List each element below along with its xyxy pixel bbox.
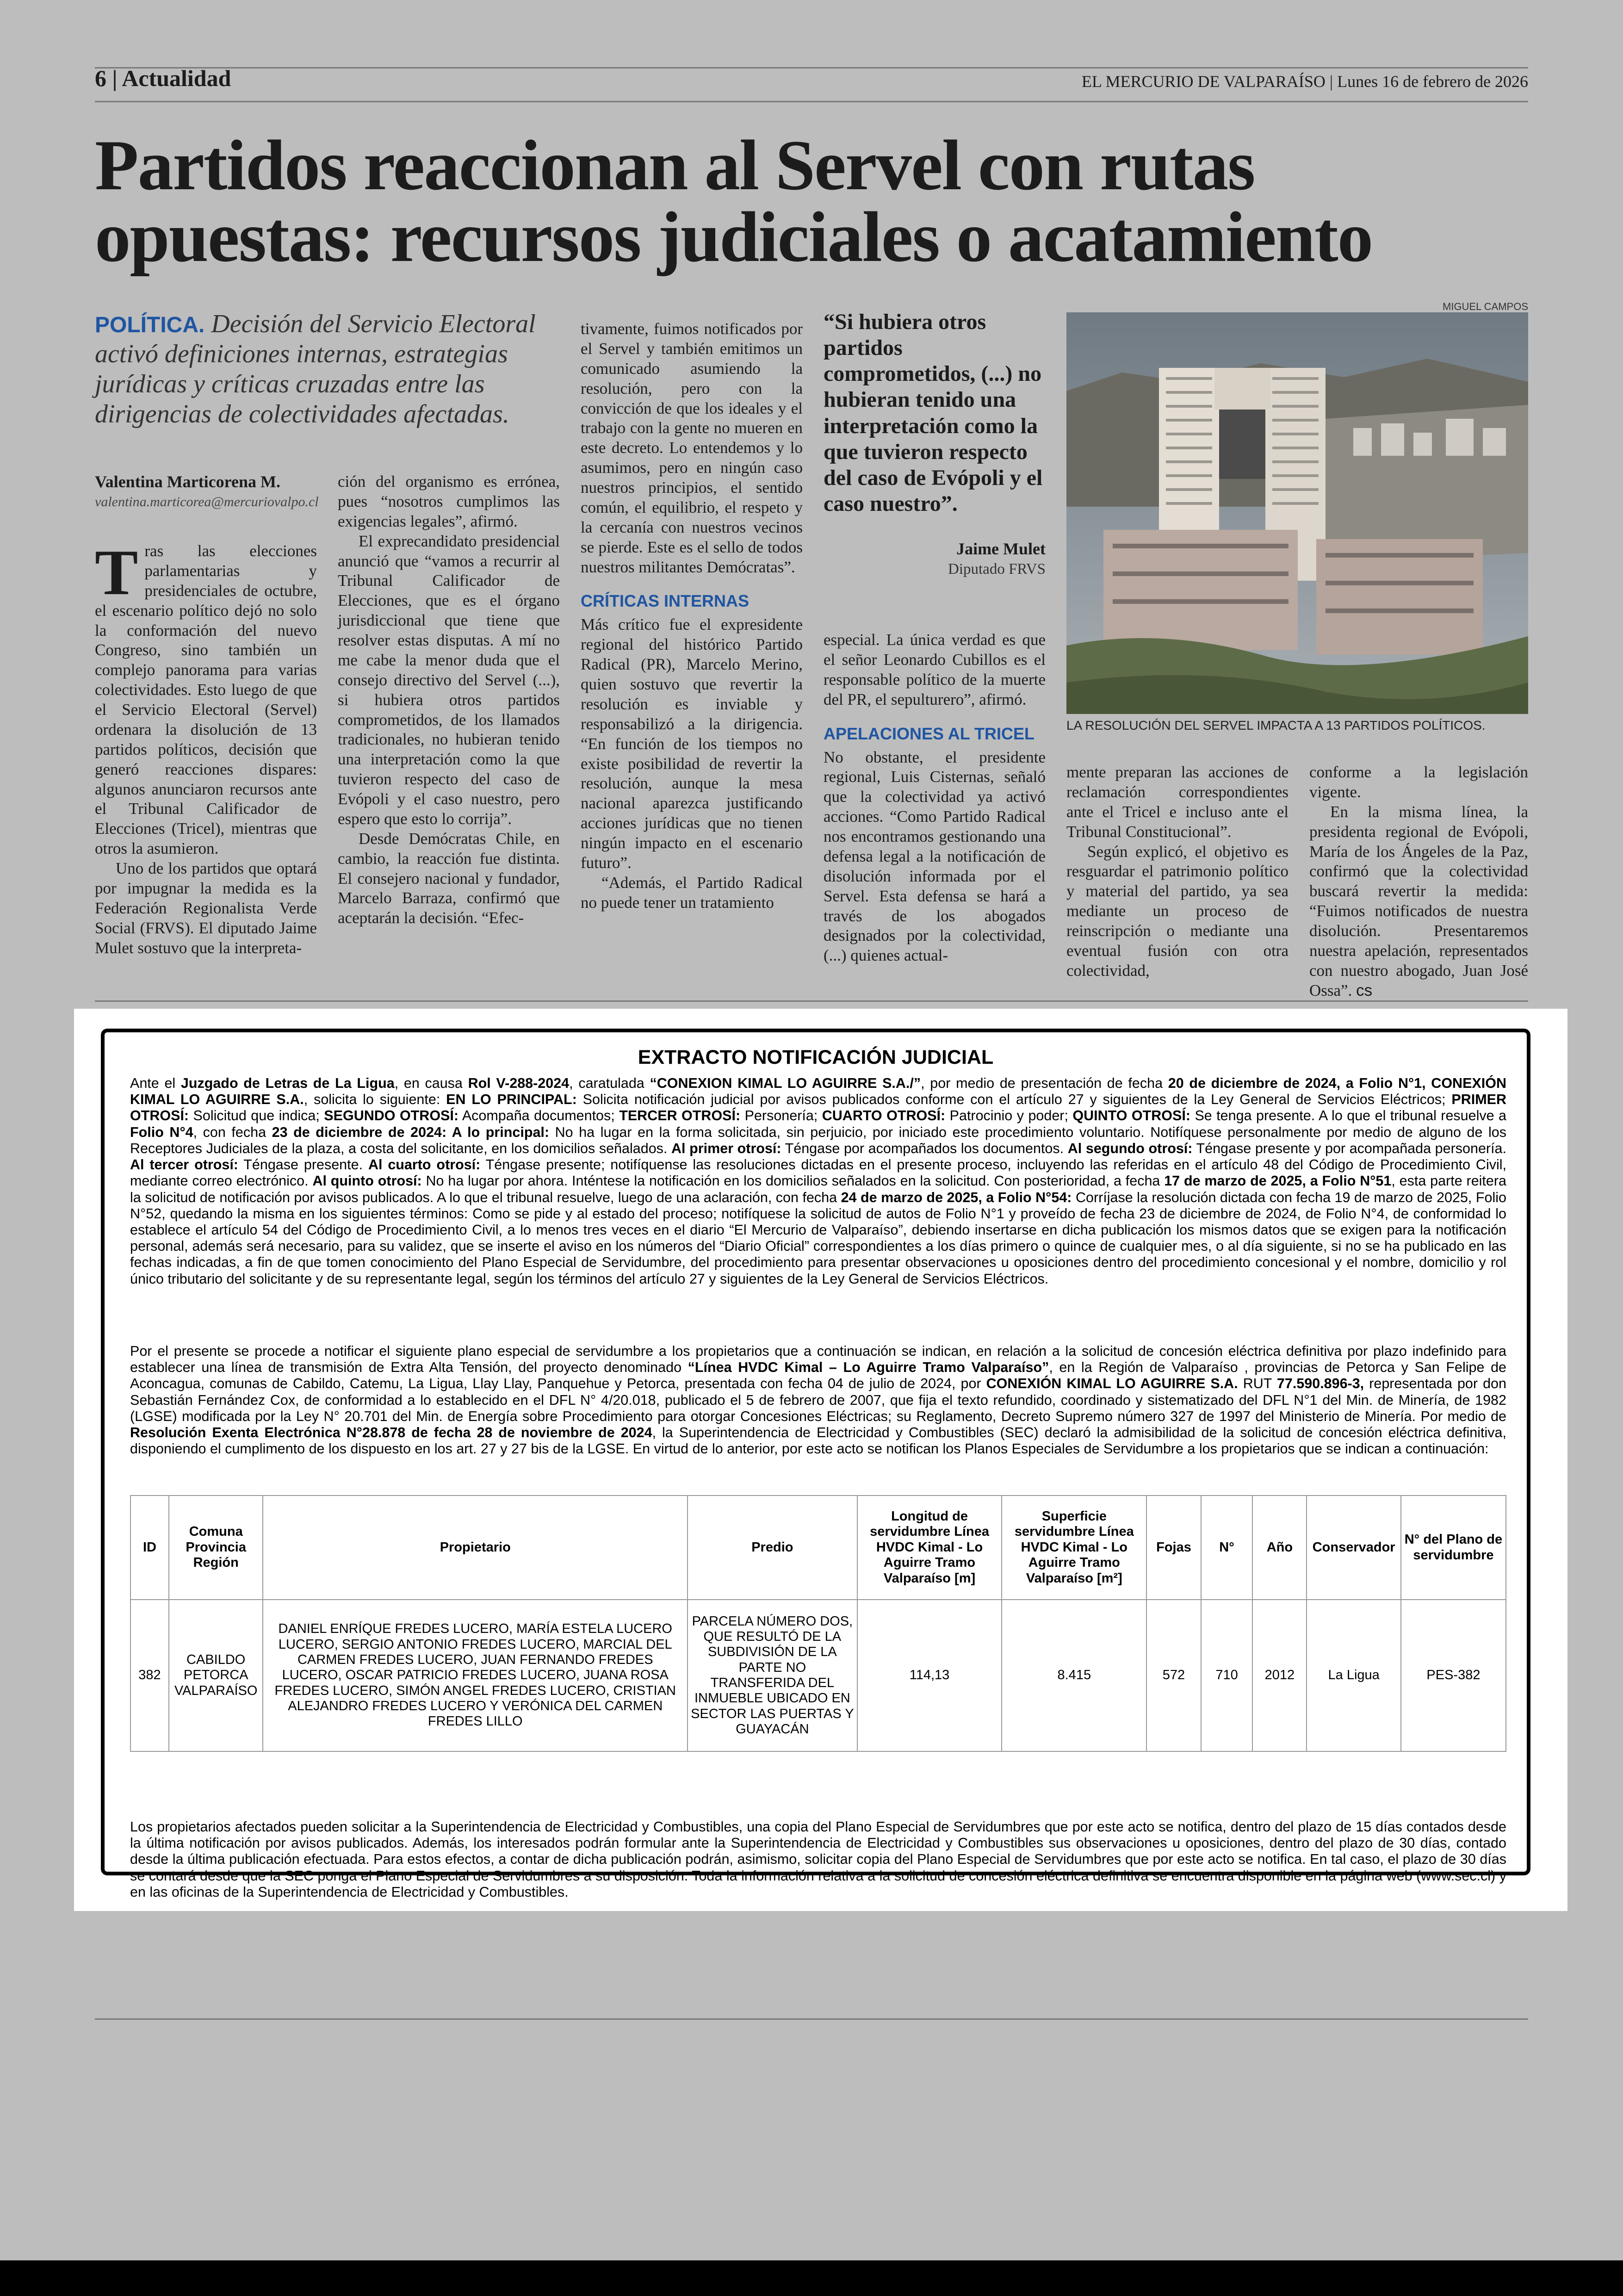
t: Acompaña documentos; <box>458 1108 619 1124</box>
cell-plano: PES-382 <box>1401 1600 1506 1751</box>
notice-paragraph-1 <box>130 1075 1506 1287</box>
page-section-header <box>95 65 231 92</box>
col-id: ID <box>130 1496 169 1600</box>
pull-quote: “Si hubiera otros partidos comprometidos, (...) no hubieran tenido una interpretación como la que tuvieron respecto del caso de Evópoli y el caso nuestro”. <box>824 310 1043 516</box>
t: Corríjase la resolución dictada con fecha 19 de marzo de 2025, Folio N°52, quedando la misma en los siguientes términos: Como se pide y al estado del proceso; notifíquese la solicitud de autos de Folio N°1 y proveído de fecha 23 de diciembre de 2024, de Folio N°4, de conformidad lo establece el artículo 54 del Código de Procedimiento Civil, a lo menos tres veces en el diario “El Mercurio de Valparaíso”, debiendo insertarse en dicha publicación los mismos datos que se exigen para la notificación personal, además será necesario, para su validez, que se inserte el aviso en los números del “Diario Oficial” correspondientes a los días primero o quince de cualquier mes, o al día siguiente, si no se ha publicado en las fechas indicadas, a fin de que tomen conocimiento del Plano Especial de Servidumbre, del procedimiento para presentar observaciones u oposiciones dentro del procedimiento concesional y el nombre, domicilio y rol único tributario del solicitante y de su representante legal, según los términos del artículo 27 y siguientes de la Ley General de Servicios Eléctricos. <box>130 1189 1506 1287</box>
servidumbre-table <box>130 1495 1506 1752</box>
article-bottom-rule <box>95 1000 1528 1002</box>
article-paragraph: No obstante, el presidente regional, Luis Cisternas, señaló que la colectividad ya activó acciones. “Como Partido Radical nos encontramos gestionando una defensa legal a la notificación de disolución informada por el Servel. Esta defensa se hará a través de los abogados designados por la colectividad, (...) quienes actual- <box>824 748 1046 965</box>
article-column-4 <box>824 630 1046 966</box>
cell-conservador: La Ligua <box>1307 1600 1400 1751</box>
lead-deck <box>95 309 553 429</box>
t: Al primer otrosí: <box>671 1140 781 1156</box>
t: “Línea HVDC Kimal – Lo Aguirre Tramo Valparaíso” <box>688 1359 1049 1376</box>
t: , caratulada <box>569 1075 650 1091</box>
paper-date-header <box>1082 72 1528 91</box>
notice-title: EXTRACTO NOTIFICACIÓN JUDICIAL <box>638 1046 994 1068</box>
header-separator: | <box>112 65 122 91</box>
cell-superficie: 8.415 <box>1002 1600 1146 1751</box>
t: Ante el <box>130 1075 181 1091</box>
congress-building-photo <box>1066 312 1528 714</box>
t: No ha lugar en la forma solicitada, sin perjuicio, por iniciado este procedimiento voluntario. Notifíquese personalmente por medio de alguno de los Receptores Judiciales de la plaza, a costa del solicitante, en los domicilios señalados. <box>130 1124 1506 1156</box>
article-paragraph: conforme a la legislación vigente. <box>1309 763 1528 801</box>
section-heading-criticas: CRÍTICAS INTERNAS <box>581 591 750 611</box>
pull-quote-role: Diputado FRVS <box>948 561 1046 577</box>
t: EN LO PRINCIPAL: <box>446 1092 577 1108</box>
lead-text: Decisión del Servicio Electoral activó definiciones internas, estrategias jurídicas y críticas cruzadas entre las dirigencias de colectividades afectadas. <box>95 310 536 428</box>
article-paragraph: especial. La única verdad es que el señor Leonardo Cubillos es el responsable político de la muerte del PR, el sepulturero”, afirmó. <box>824 631 1046 708</box>
cell-numero: 710 <box>1201 1600 1253 1751</box>
judicial-notice-box <box>101 1029 1530 1900</box>
col-plano: N° del Plano de servidumbre <box>1401 1496 1506 1600</box>
t: Por el presente se procede a notificar el siguiente plano especial de servidumbre a los propietarios que a continuación se indican, en relación a la solicitud de concesión eléctrica definitiva por plazo indefinido para establecer una línea de transmisión de Extra Alta Tensión, del proyecto denominado <box>130 1343 1506 1376</box>
col-conservador: Conservador <box>1307 1496 1400 1600</box>
t: QUINTO OTROSÍ: <box>1072 1108 1190 1124</box>
t: Personería; <box>740 1108 822 1124</box>
t: , en causa <box>394 1075 468 1091</box>
t: Téngase por acompañados los documentos. <box>781 1140 1068 1156</box>
article-column-1 <box>95 537 317 958</box>
page-number: 6 <box>95 65 106 91</box>
article-paragraph: tivamente, fuimos notificados por el Servel y también emitimos un comunicado asumiendo la resolución, pero con la convicción de que los ideales y el trabajo con la gente no mueren en este decreto. Lo entendemos y lo asumimos, pero en ningún caso nuestros principios, el sentido común, el equilibrio, el respeto y la cercanía con nuestros vecinos se pierde. Este es el sello de todos nuestros militantes Demócratas”. <box>581 320 803 576</box>
paper-name: EL MERCURIO DE VALPARAÍSO <box>1081 72 1326 91</box>
col-longitud: Longitud de servidumbre Línea HVDC Kimal - Lo Aguirre Tramo Valparaíso [m] <box>857 1496 1002 1600</box>
t: Juzgado de Letras de La Ligua <box>180 1075 395 1091</box>
t: , la Superintendencia de Electricidad y Combustibles (SEC) declaró la admisibilidad de la solicitud de concesión eléctrica definitiva, disponiendo el cumplimento de los dispuesto en los art. 27 y 27 bis de la LGSE. En virtud de lo anterior, por este acto se notifican los Planos Especiales de Servidumbre a los propietarios que se indican a continuación: <box>130 1425 1506 1457</box>
cell-longitud: 114,13 <box>857 1600 1002 1751</box>
col-superficie: Superficie servidumbre Línea HVDC Kimal - Lo Aguirre Tramo Valparaíso [m²] <box>1002 1496 1146 1600</box>
article-paragraph: Según explicó, el objetivo es resguardar el patrimonio político y material del partido, ya sea mediante un proceso de reinscripción o mediante una eventual fusión con otra colectividad, <box>1066 842 1288 980</box>
t: 77.590.896-3, <box>1276 1376 1364 1392</box>
t: Téngase presente. <box>238 1157 368 1173</box>
t: , solicita lo siguiente: <box>304 1092 446 1108</box>
notice-footer: Los propietarios afectados pueden solicitar a la Superintendencia de Electricidad y Combustibles, una copia del Plano Especial de Servidumbres que por este acto se notifica, dentro del plazo de 15 días contados desde la última notificación por avisos publicados. Además, los interesados podrán formular ante la Superintendencia de Electricidad y Combustibles sus observaciones u oposiciones, dentro del plazo de 30 días, contado desde la última publicación efectuada. Para estos efectos, a contar de dicha publicación podrán, asimismo, solicitar copia del Plano Especial de Servidumbres que por este acto se notifica. En tal caso, el plazo de 30 días se contará desde que la SEC ponga el Plano Especial de Servidumbres a su disposición. Toda la información relativa a la solicitud de concesión eléctrica definitiva se encuentra disponible en la página web (www.sec.cl) y en las oficinas de la Superintendencia de Electricidad y Combustibles. <box>130 1819 1506 1900</box>
section-heading-apelaciones: APELACIONES AL TRICEL <box>824 724 1035 743</box>
byline-author: Valentina Marticorena M. <box>95 472 280 491</box>
article-paragraph: Más crítico fue el expresidente regional del histórico Partido Radical (PR), Marcelo Merino, quien sostuvo que revertir la resolución es inviable y responsabilizó a la dirigencia. “En función de los tiempos no existe posibilidad de revertir la resolución, aunque la mesa nacional aparezca justificando acciones jurídicas que no tienen ningún impacto en el escenario futuro”. <box>581 615 803 872</box>
t: SEGUNDO OTROSÍ: <box>324 1108 459 1124</box>
article-paragraph: Desde Demócratas Chile, en cambio, la reacción fue distinta. El consejero nacional y fundador, Marcelo Barraza, confirmó que aceptarán la decisión. “Efec- <box>338 829 560 927</box>
drop-cap: T <box>95 537 138 608</box>
article-paragraph: ción del organismo es errónea, pues “nosotros cumplimos las exigencias legales”, afirmó. <box>338 472 560 530</box>
col-comuna: Comuna Provincia Región <box>169 1496 263 1600</box>
top-rule <box>95 67 1528 68</box>
lead-tag: POLÍTICA. <box>95 313 205 337</box>
t: , con fecha <box>193 1124 272 1140</box>
t: Folio N°4 <box>130 1124 193 1140</box>
t: “CONEXION KIMAL LO AGUIRRE S.A./” <box>650 1075 921 1091</box>
col-predio: Predio <box>688 1496 857 1600</box>
cell-id: 382 <box>130 1600 169 1751</box>
article-column-2 <box>338 472 560 928</box>
t: Rol V-288-2024 <box>468 1075 570 1091</box>
t: Al quinto otrosí: <box>312 1173 422 1189</box>
end-mark-icon: cs <box>1356 981 1373 999</box>
t: 23 de diciembre de 2024: A lo principal: <box>272 1124 550 1140</box>
headline: Partidos reaccionan al Servel con rutas opuestas: recursos judiciales o acatamiento <box>95 125 1373 277</box>
t: , en la Región de Valparaíso , provincias de Petorca y San Felipe de Aconcagua, comunas de Cabildo, Catemu, La Ligua, Llay Llay, Panquehue y Petorca, presentada con fecha 04 de julio de 2024, por <box>130 1359 1506 1392</box>
t: No ha lugar por ahora. Inténtese la notificación en los domicilios señalados en la solicitud. Con posterioridad, a fecha <box>421 1173 1165 1189</box>
t: , esta parte reitera la solicitud de notificación por avisos publicados. A lo que el tribunal resuelve, luego de una aclaración, con fecha <box>130 1173 1506 1205</box>
article-paragraph <box>95 537 317 859</box>
t: CONEXIÓN KIMAL LO AGUIRRE S.A. <box>986 1376 1238 1392</box>
byline-email: valentina.marticorea@mercuriovalpo.cl <box>95 494 319 509</box>
article-paragraph: mente preparan las acciones de reclamación correspondientes ante el Tricel e incluso ante el Tribunal Constitucional”. <box>1066 763 1288 841</box>
t: Téngase presente; notifíquense las resoluciones dictadas en el presente proceso, incluyendo las referidas en el artículo 48 del Código de Procedimiento Civil, mediante correo electrónico. <box>130 1157 1506 1189</box>
article-column-6 <box>1309 763 1528 1001</box>
article-column-5 <box>1066 763 1288 981</box>
section-name: Actualidad <box>122 65 231 91</box>
t: Al tercer otrosí: <box>130 1157 238 1173</box>
paragraph-text: ras las elecciones parlamentarias y presidenciales de octubre, el escenario político dejó no solo la conformación del nuevo Congreso, sino también un complejo panorama para varias colectividades. Esto luego de que el Servicio Electoral (Servel) ordenara la disolución de 13 partidos políticos, decisión que generó reacciones dispares: algunos anunciaron recursos ante el Tribunal Calificador de Elecciones (Tricel), mientras que otros la asumieron. <box>95 542 317 858</box>
header-separator-2: | <box>1329 72 1338 91</box>
article-paragraph <box>1309 802 1528 1001</box>
t: 20 de diciembre de 2024, a Folio N°1, CONEXIÓN KIMAL LO AGUIRRE S.A. <box>130 1075 1506 1108</box>
col-anio: Año <box>1252 1496 1307 1600</box>
t: Al segundo otrosí: <box>1067 1140 1193 1156</box>
t: PRIMER OTROSÍ: <box>130 1092 1506 1124</box>
page-bottom-rule <box>95 2018 1528 2020</box>
paragraph-text: En la misma línea, la presidenta regional de Evópoli, María de los Ángeles de la Paz, confirmó que la colectividad buscará revertir la medida: “Fuimos notificados de nuestra disolución. Presentaremos nuestra apelación, representados con nuestro abogado, Juan José Ossa”. <box>1309 802 1528 999</box>
col-fojas: Fojas <box>1146 1496 1201 1600</box>
cell-anio: 2012 <box>1252 1600 1307 1751</box>
t: Téngase presente y por acompañada personería. <box>1192 1140 1506 1156</box>
notice-paragraph-2 <box>130 1343 1506 1458</box>
article-paragraph: El exprecandidato presidencial anunció que “vamos a recurrir al Tribunal Calificador de Elecciones, que es el órgano jurisdiccional que tiene que resolver estas disputas. A mí no me cabe la menor duda que el consejo directivo del Servel (...), si hubiera otros partidos comprometidos, de los llamados tradicionales, no hubieran tenido una interpretación como la que tuvieron respecto del caso de Evópoli y el caso nuestro, pero espero que esto lo corrija”. <box>338 532 560 828</box>
t: RUT <box>1238 1376 1277 1392</box>
cell-comuna: CABILDO PETORCA VALPARAÍSO <box>169 1600 263 1751</box>
article-paragraph: Uno de los partidos que optará por impugnar la medida es la Federación Regionalista Verde Social (FRVS). El diputado Jaime Mulet sostuvo que la interpreta- <box>95 859 317 957</box>
col-numero: N° <box>1201 1496 1253 1600</box>
t: Patrocinio y poder; <box>945 1108 1073 1124</box>
article-paragraph: “Además, el Partido Radical no puede tener un tratamiento <box>581 873 803 912</box>
t: Se tenga presente. A lo que el tribunal resuelve a <box>1190 1108 1507 1124</box>
t: Resolución Exenta Electrónica N°28.878 de fecha 28 de noviembre de 2024 <box>130 1425 652 1441</box>
t: TERCER OTROSÍ: <box>619 1108 741 1124</box>
viewer-bottom-bar <box>0 2260 1623 2296</box>
pull-quote-name: Jaime Mulet <box>956 540 1046 558</box>
issue-date: Lunes 16 de febrero de 2026 <box>1337 72 1528 91</box>
t: Solicita notificación judicial por avisos publicados conforme con el artículo 27 y siguientes de la Ley General de Servicios Eléctricos; <box>576 1092 1452 1108</box>
t: representada por don Sebastián Fernández Cox, de conformidad a lo establecido en el DFL N° 4/20.018, publicado el 5 de febrero de 2007, que fija el texto refundido, coordinado y sistematizado del DFL N°1 del Min. de Minería, de 1982 (LGSE) modificada por la Ley N° 20.701 del Min. de Energía sobre Procedimiento para otorgar Concesiones Eléctricas; su Reglamento, Decreto Supremo número 327 de 1997 del Ministerio de Minería. Por medio de <box>130 1376 1506 1424</box>
t: Al cuarto otrosí: <box>368 1157 481 1173</box>
table-row <box>130 1600 1506 1751</box>
photo-caption: LA RESOLUCIÓN DEL SERVEL IMPACTA A 13 PARTIDOS POLÍTICOS. <box>1066 718 1486 732</box>
t: Solicitud que indica; <box>189 1108 324 1124</box>
judicial-notice-panel <box>74 1009 1567 1911</box>
t: , por medio de presentación de fecha <box>921 1075 1168 1091</box>
cell-propietario: DANIEL ENRÍQUE FREDES LUCERO, MARÍA ESTELA LUCERO LUCERO, SERGIO ANTONIO FREDES LUCERO, MARCIAL DEL CARMEN FREDES LUCERO, JUAN FERNANDO FREDES LUCERO, OSCAR PATRICIO FREDES LUCERO, JUANA ROSA FREDES LUCERO, SIMÓN ANGEL FREDES LUCERO, CRISTIAN ALEJANDRO FREDES LUCERO Y VERÓNICA DEL CARMEN FREDES LILLO <box>263 1600 688 1751</box>
article-column-3 <box>581 319 803 913</box>
cell-fojas: 572 <box>1146 1600 1201 1751</box>
col-propietario: Propietario <box>263 1496 688 1600</box>
header-rule <box>95 101 1528 102</box>
table-header-row <box>130 1496 1506 1600</box>
t: CUARTO OTROSÍ: <box>822 1108 946 1124</box>
photo-credit: MIGUEL CAMPOS <box>1443 301 1528 312</box>
cell-predio: PARCELA NÚMERO DOS, QUE RESULTÓ DE LA SUBDIVISIÓN DE LA PARTE NO TRANSFERIDA DEL INMUEBLE UBICADO EN SECTOR LAS PUERTAS Y GUAYACÁN <box>688 1600 857 1751</box>
t: 17 de marzo de 2025, a Folio N°51 <box>1164 1173 1392 1189</box>
t: 24 de marzo de 2025, a Folio N°54: <box>841 1189 1072 1205</box>
